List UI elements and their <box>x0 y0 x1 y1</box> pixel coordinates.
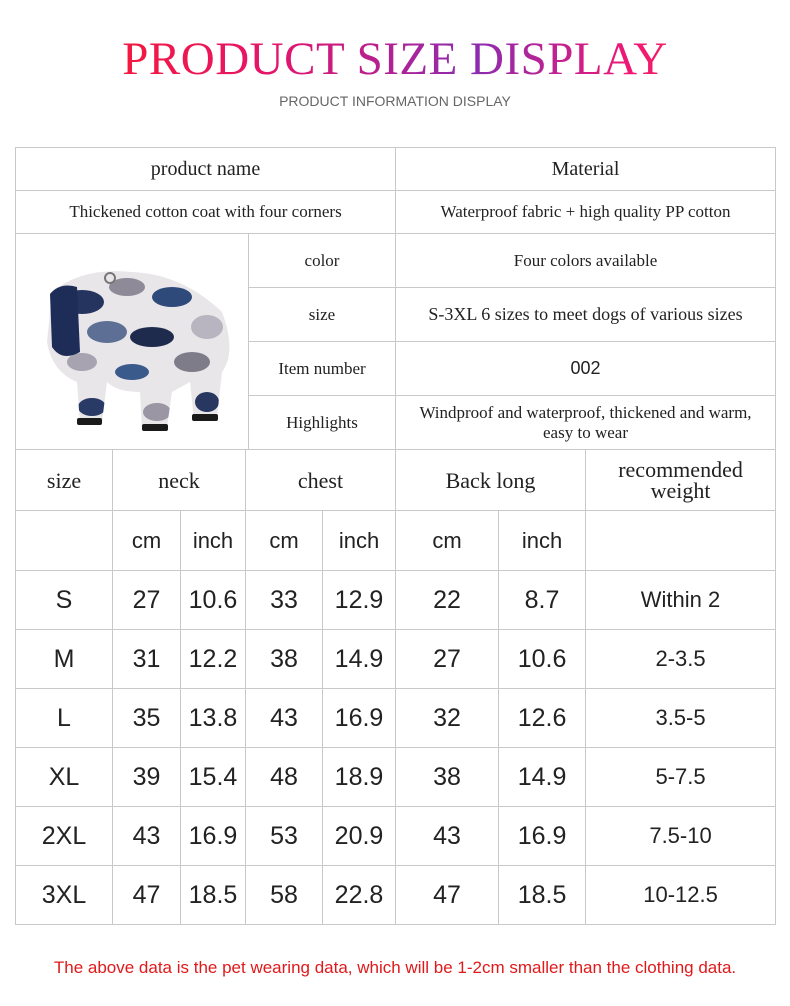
neck-cm-cell: 47 <box>113 866 181 925</box>
size-cell: M <box>16 630 113 689</box>
back-cm-cell: 43 <box>396 807 499 866</box>
table-row <box>16 866 776 925</box>
back-inch-unit: inch <box>499 511 586 571</box>
back-inch-cell: 16.9 <box>499 807 586 866</box>
product-info-table <box>15 147 776 450</box>
chest-inch-cell: 20.9 <box>323 807 396 866</box>
unit-empty-cell <box>16 511 113 571</box>
back-cm-cell: 32 <box>396 689 499 748</box>
back-cm-unit: cm <box>396 511 499 571</box>
neck-cm-cell: 35 <box>113 689 181 748</box>
table-row <box>16 571 776 630</box>
chest-inch-cell: 22.8 <box>323 866 396 925</box>
weight-cell: 3.5-5 <box>586 689 776 748</box>
back-inch-cell: 14.9 <box>499 748 586 807</box>
back-cm-cell: 47 <box>396 866 499 925</box>
neck-inch-cell: 18.5 <box>181 866 246 925</box>
highlights-label: Highlights <box>249 396 396 450</box>
weight-cell: 5-7.5 <box>586 748 776 807</box>
chest-cm-cell: 43 <box>246 689 323 748</box>
material-value: Waterproof fabric + high quality PP cotton <box>396 191 776 234</box>
page-title: PRODUCT SIZE DISPLAY <box>0 30 790 88</box>
weight-cell: 2-3.5 <box>586 630 776 689</box>
size-cell: S <box>16 571 113 630</box>
back-inch-cell: 10.6 <box>499 630 586 689</box>
neck-cm-cell: 27 <box>113 571 181 630</box>
material-header: Material <box>396 148 776 191</box>
neck-inch-unit: inch <box>181 511 246 571</box>
back-cm-cell: 27 <box>396 630 499 689</box>
chest-inch-cell: 16.9 <box>323 689 396 748</box>
back-cm-cell: 38 <box>396 748 499 807</box>
table-row <box>16 630 776 689</box>
back-long-column-header: Back long <box>396 450 586 511</box>
neck-cm-unit: cm <box>113 511 181 571</box>
chest-column-header: chest <box>246 450 396 511</box>
table-row <box>16 689 776 748</box>
chest-inch-cell: 14.9 <box>323 630 396 689</box>
neck-inch-cell: 16.9 <box>181 807 246 866</box>
size-label: size <box>249 288 396 342</box>
neck-inch-cell: 15.4 <box>181 748 246 807</box>
color-value: Four colors available <box>396 234 776 288</box>
chest-cm-cell: 48 <box>246 748 323 807</box>
highlights-value: Windproof and waterproof, thickened and warm, easy to wear <box>396 396 776 450</box>
page-subtitle: PRODUCT INFORMATION DISPLAY <box>279 93 511 109</box>
chest-inch-cell: 18.9 <box>323 748 396 807</box>
product-photo <box>16 234 249 450</box>
weight-cell: 10-12.5 <box>586 866 776 925</box>
back-cm-cell: 22 <box>396 571 499 630</box>
chest-cm-cell: 53 <box>246 807 323 866</box>
back-inch-cell: 8.7 <box>499 571 586 630</box>
size-cell: 3XL <box>16 866 113 925</box>
neck-inch-cell: 13.8 <box>181 689 246 748</box>
weight-cell: 7.5-10 <box>586 807 776 866</box>
table-row <box>16 807 776 866</box>
back-inch-cell: 18.5 <box>499 866 586 925</box>
product-name-value: Thickened cotton coat with four corners <box>16 191 396 234</box>
neck-inch-cell: 10.6 <box>181 571 246 630</box>
chest-cm-cell: 58 <box>246 866 323 925</box>
product-name-header: product name <box>16 148 396 191</box>
chest-inch-unit: inch <box>323 511 396 571</box>
size-cell: 2XL <box>16 807 113 866</box>
size-column-header: size <box>16 450 113 511</box>
dog-camouflage-coat-photo <box>22 242 242 442</box>
size-cell: XL <box>16 748 113 807</box>
chest-cm-cell: 38 <box>246 630 323 689</box>
table-row <box>16 748 776 807</box>
neck-cm-cell: 31 <box>113 630 181 689</box>
weight-column-header: recommended weight <box>586 450 776 511</box>
chest-cm-cell: 33 <box>246 571 323 630</box>
chest-cm-unit: cm <box>246 511 323 571</box>
measurement-note: The above data is the pet wearing data, which will be 1-2cm smaller than the clothing data. <box>53 958 737 977</box>
back-inch-cell: 12.6 <box>499 689 586 748</box>
neck-column-header: neck <box>113 450 246 511</box>
item-number-label: Item number <box>249 342 396 396</box>
unit-empty-cell <box>586 511 776 571</box>
item-number-value: 002 <box>396 342 776 396</box>
neck-cm-cell: 43 <box>113 807 181 866</box>
chest-inch-cell: 12.9 <box>323 571 396 630</box>
neck-inch-cell: 12.2 <box>181 630 246 689</box>
weight-cell: Within 2 <box>586 571 776 630</box>
color-label: color <box>249 234 396 288</box>
neck-cm-cell: 39 <box>113 748 181 807</box>
size-value: S-3XL 6 sizes to meet dogs of various sizes <box>396 288 776 342</box>
size-chart-table <box>15 449 776 925</box>
size-cell: L <box>16 689 113 748</box>
